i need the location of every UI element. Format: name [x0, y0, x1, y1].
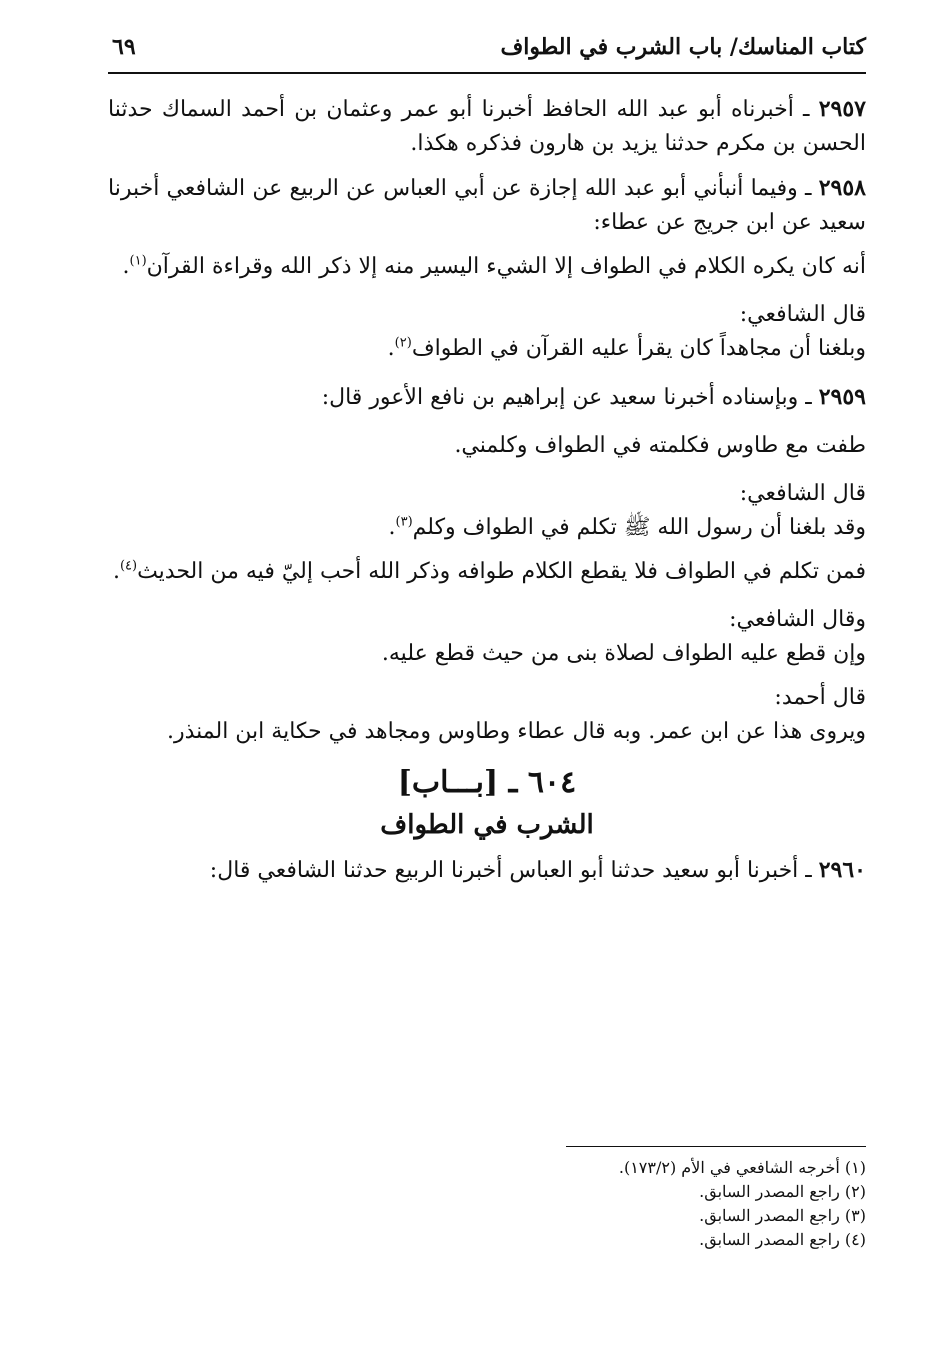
paragraph-text: فمن تكلم في الطواف فلا يقطع الكلام طوافه وذكر الله أحب إليّ فيه من الحديث: [137, 559, 866, 584]
paragraph-text: أنه كان يكره الكلام في الطواف إلا الشيء اليسير منه إلا ذكر الله وقراءة القرآن: [146, 254, 866, 279]
hadith-number: ٢٩٦٠: [818, 857, 866, 883]
paragraph-text: وبلغنا أن مجاهداً كان يقرأ عليه القرآن في الطواف: [411, 336, 866, 361]
paragraph-text: ـ وبإسناده أخبرنا سعيد عن إبراهيم بن نافع الأعور قال:: [321, 385, 819, 410]
footnotes: [108, 1156, 866, 1252]
paragraph-text: قال أحمد:: [774, 685, 866, 710]
paragraph-text: وقد بلغنا أن رسول الله ﷺ تكلم في الطواف وكلم: [412, 515, 866, 540]
paragraph-text: وإن قطع عليه الطواف لصلاة بنى من حيث قطع عليه.: [381, 641, 866, 666]
page-header: [108, 32, 866, 74]
paragraph-ibn-umar: [108, 715, 866, 749]
footnote-ref: (١): [129, 253, 147, 269]
paragraph-text: ويروى هذا عن ابن عمر. وبه قال عطاء وطاوس ومجاهد في حكاية ابن المنذر.: [166, 719, 866, 744]
paragraph-end: .: [388, 515, 396, 540]
paragraph-2957: [108, 92, 866, 161]
main-text: [108, 92, 866, 898]
hadith-number: ٢٩٥٨: [818, 175, 866, 201]
speaker-line: [108, 681, 866, 715]
paragraph-text: ـ أخبرناه أبو عبد الله الحافظ أخبرنا أبو عمر وعثمان بن أحمد السماك حدثنا الحسن بن مكرم حدثنا يزيد بن هارون فذكره هكذا.: [108, 97, 866, 156]
paragraph-end: .: [387, 336, 395, 361]
paragraph-interrupt: [108, 637, 866, 671]
speaker-line: [108, 603, 866, 637]
footnote-ref: (٣): [395, 514, 413, 530]
paragraph-2960: [108, 853, 866, 888]
paragraph-2959: [108, 380, 866, 415]
footnote-3: (٣) راجع المصدر السابق.: [699, 1206, 866, 1225]
paragraph-end: .: [112, 559, 120, 584]
paragraph-tawus: [108, 429, 866, 463]
footnote-1: (١) أخرجه الشافعي في الأم (١٧٣/٢).: [618, 1158, 866, 1177]
paragraph-text: قال الشافعي:: [739, 302, 866, 327]
paragraph-end: .: [122, 254, 130, 279]
running-title: كتاب المناسك/ باب الشرب في الطواف: [500, 34, 866, 60]
paragraph-text: قال الشافعي:: [739, 481, 866, 506]
speaker-line: [108, 298, 866, 332]
paragraph-ata: [108, 250, 866, 284]
footnote-divider: [566, 1146, 866, 1147]
footnote-ref: (٤): [119, 558, 138, 574]
chapter-heading: [108, 761, 866, 845]
chapter-number: ٦٠٤ ـ [بـــاب]: [397, 765, 577, 800]
paragraph-text: ـ وفيما أنبأني أبو عبد الله إجازة عن أبي العباس عن الربيع عن الشافعي أخبرنا سعيد عن ابن جريج عن عطاء:: [108, 176, 866, 235]
paragraph-speech: [108, 555, 866, 589]
footnote-ref: (٢): [394, 335, 412, 351]
paragraph-text: طفت مع طاوس فكلمته في الطواف وكلمني.: [454, 433, 866, 458]
speaker-line: [108, 477, 866, 511]
footnote-4: (٤) راجع المصدر السابق.: [699, 1230, 866, 1249]
chapter-title: الشرب في الطواف: [380, 810, 594, 840]
paragraph-2958: [108, 171, 866, 240]
hadith-number: ٢٩٥٩: [818, 384, 866, 410]
paragraph-text: ـ أخبرنا أبو سعيد حدثنا أبو العباس أخبرنا الربيع حدثنا الشافعي قال:: [209, 858, 819, 883]
paragraph-text: وقال الشافعي:: [729, 607, 866, 632]
paragraph-prophet: [108, 511, 866, 545]
paragraph-mujahid: [108, 332, 866, 366]
hadith-number: ٢٩٥٧: [818, 96, 866, 122]
page-number: ٦٩: [112, 34, 136, 60]
footnote-2: (٢) راجع المصدر السابق.: [699, 1182, 866, 1201]
